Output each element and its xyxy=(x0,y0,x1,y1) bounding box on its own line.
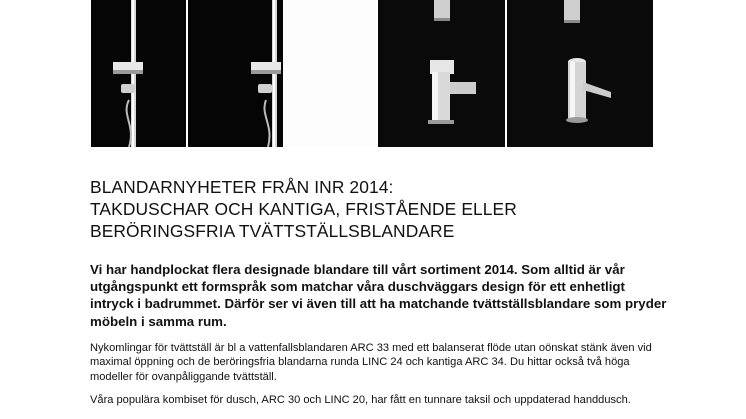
product-gallery xyxy=(0,0,746,147)
lead-paragraph: Vi har handplockat flera designade blandare till vårt sortiment 2014. Som alltid är vår utgångspunkt ett formspråk som matchar våra duschväggars design för ett enhetligt intryck i badrummet. Därför ser vi även till att ha matchande tvättställsblandare som pryder möbeln i samma rum. xyxy=(90,262,667,329)
headline-line: TAKDUSCHAR OCH KANTIGA, FRISTÅENDE ELLER xyxy=(90,199,517,219)
square-faucet-image xyxy=(378,0,505,147)
headline-line: BLANDARNYHETER FRÅN INR 2014: xyxy=(90,177,394,197)
round-faucet-image xyxy=(507,0,653,147)
shower-column-image xyxy=(188,0,283,147)
body-paragraph: Nykomlingar för tvättställ är bl a vattenfallsblandaren ARC 33 med ett balanserat flöde utan oönskat stänk även vid maximal öppning och de beröringsfria blandarna runda LINC 24 och kantiga ARC 34. Du hittar också två höga modeller för ovanpåliggande tvättställ. xyxy=(90,342,652,383)
article-headline xyxy=(90,176,690,242)
headline-line: BERÖRINGSFRIA TVÄTTSTÄLLSBLANDARE xyxy=(90,221,455,241)
body-paragraph: Våra populära kombiset för dusch, ARC 30 och LINC 20, har fått en tunnare taksil och uppdaterad handdusch. xyxy=(90,394,631,406)
shower-column-image xyxy=(91,0,186,147)
image-gap xyxy=(285,0,376,147)
